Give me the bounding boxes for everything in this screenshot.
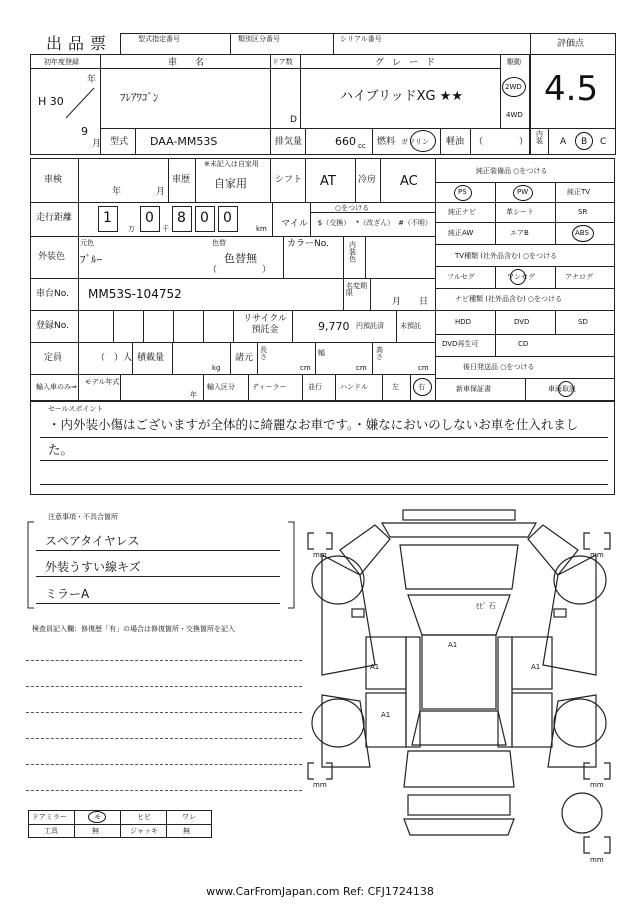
drive-selected-circle — [502, 77, 526, 97]
mark-a1-roof: A1 — [448, 641, 458, 649]
after-manual: 車両取説 — [548, 385, 576, 393]
odo-note: ○をつける — [335, 204, 370, 212]
fuel-value: ガソリン — [401, 138, 429, 146]
import-label: 輸入車のみ⇒ — [36, 383, 77, 391]
month-suffix: 月 — [92, 139, 102, 149]
model-label: 型式 — [110, 137, 129, 147]
cc-unit: cc — [358, 142, 366, 150]
mm-front-right: mm — [590, 551, 604, 559]
equip-abs: ABS — [575, 229, 589, 237]
type-designation-label: 型式指定番号 — [138, 35, 180, 43]
equip-pw-circle — [513, 185, 533, 201]
door-mirror-hibi: ヒビ — [137, 813, 151, 821]
mileage-digit-5: 0 — [223, 210, 232, 226]
mileage-unit-km: km — [256, 225, 267, 233]
first-reg-label: 初年度登録 — [44, 58, 79, 66]
inspection-year-unit: 年 — [112, 187, 122, 197]
nav-sd: SD — [578, 318, 588, 326]
nav-dvd-play: DVD再生可 — [442, 340, 479, 348]
equip-navi: 純正ナビ — [448, 208, 476, 216]
mile-label: マイル — [281, 219, 308, 229]
width-label: 幅 — [318, 349, 325, 357]
displacement-label: 排気量 — [275, 137, 303, 147]
door-mirror-label: ドアミラー — [32, 813, 67, 821]
chassis-value: MM53S-104752 — [88, 287, 182, 301]
height-cm: cm — [418, 364, 429, 372]
sales-line-2: た。 — [48, 442, 74, 457]
nav-hdd: HDD — [455, 318, 472, 326]
inspection-label: 車検 — [44, 175, 63, 185]
nav-cd: CD — [518, 340, 529, 348]
chassis-label: 車台No. — [36, 289, 69, 299]
after-warranty: 新車保証書 — [456, 385, 491, 393]
drive-label: 駆動 — [507, 58, 521, 66]
equip-tv: 純正TV — [567, 188, 591, 196]
handle-label: ハンドル — [340, 383, 368, 391]
capacity-unit: （ ）人 — [96, 353, 133, 363]
equip-ps-circle — [454, 185, 472, 201]
import-parallel: 並行 — [308, 383, 322, 391]
cooler-value: AC — [400, 174, 418, 189]
equip-pw: PW — [517, 188, 529, 196]
import-type-label: 輸入区分 — [207, 383, 235, 391]
load-unit: kg — [212, 364, 221, 372]
inspection-month-unit: 月 — [156, 187, 166, 197]
note-line-3: ミラーA — [45, 587, 90, 601]
drive-4wd: 4WD — [506, 111, 523, 119]
grade-value: ハイブリッドXG ★★ — [340, 89, 463, 104]
score-label: 評価点 — [557, 39, 585, 49]
equip-airbag: エアB — [510, 229, 529, 237]
grade-label: グレード — [375, 58, 444, 68]
length-cm: cm — [300, 364, 311, 372]
handle-selected-circle — [413, 378, 432, 396]
odo-unknown: #（不明） — [398, 219, 432, 227]
shift-value: AT — [320, 174, 336, 189]
model-value: DAA-MM53S — [150, 135, 218, 148]
jack-value: 無 — [183, 827, 190, 835]
fuel-selected-circle — [410, 130, 436, 152]
equip-abs-circle — [572, 225, 594, 242]
dims-label: 諸元 — [235, 353, 254, 363]
mirror-circle — [88, 811, 106, 823]
diesel-paren: （ ） — [474, 137, 529, 147]
color-label: 外装色 — [38, 252, 66, 262]
width-cm: cm — [356, 364, 367, 372]
door-mirror-mo: モ — [94, 813, 101, 821]
equip-aw: 純正AW — [448, 229, 474, 237]
length-label: 長さ — [260, 346, 267, 361]
first-reg-era: H 30 — [38, 95, 64, 108]
diesel-label: 軽油 — [446, 137, 465, 147]
tools-label: 工具 — [44, 827, 58, 835]
tv-title: TV種類 (社外品含む) ○をつける — [455, 252, 558, 260]
mileage-digit-4: 0 — [200, 210, 209, 226]
mileage-digit-1: 1 — [103, 210, 112, 226]
load-label: 積載量 — [137, 353, 165, 363]
height-label: 高さ — [376, 346, 383, 361]
recycle-unpaid: 未預託 — [400, 322, 421, 330]
tv-analog: アナログ — [565, 273, 593, 281]
form-title: 出品票 — [46, 34, 113, 53]
orig-color-value: ﾌﾞﾙｰ — [80, 253, 102, 266]
orig-color-label: 元色 — [80, 239, 94, 247]
first-reg-month: 9 — [81, 125, 88, 138]
color-change-value: 色替無 — [224, 252, 257, 265]
year-suffix: 年 — [87, 75, 97, 85]
mark-windshield: ﾋﾋﾞ 石 — [476, 602, 496, 610]
model-year-label: モデル年式 — [84, 378, 120, 386]
interior-color-label: 内装色 — [349, 241, 356, 263]
door-mirror-ware: ワレ — [182, 813, 196, 821]
mileage-unit-sen: 千 — [162, 225, 169, 233]
interior-c: C — [600, 137, 607, 147]
shaken-month-day: 月 日 — [392, 297, 429, 307]
mileage-digit-2: 0 — [145, 210, 154, 226]
reg-label: 登録No. — [36, 321, 69, 331]
handle-right: 右 — [418, 383, 425, 391]
equip-ps: PS — [458, 188, 467, 196]
capacity-label: 定員 — [44, 353, 63, 363]
displacement-value: 660 — [335, 135, 356, 148]
import-dealer: ディーラー — [252, 383, 287, 391]
tv-oneseg: ワンセグ — [507, 273, 535, 281]
after-title: 後日発送品 ○をつける — [463, 363, 535, 371]
equip-leather: 革シート — [506, 208, 534, 216]
mileage-digit-3: 8 — [177, 210, 186, 226]
notes-label: 注意事項・不具合箇所 — [48, 513, 118, 521]
diagonal-divider — [64, 86, 96, 120]
mm-spare: mm — [590, 856, 604, 864]
footer-ref: www.CarFromJapan.com Ref: CFJ1724138 — [206, 885, 434, 898]
mark-a1-left: A1 — [370, 663, 380, 671]
doors-value: D — [290, 115, 297, 125]
category-label: 類別区分番号 — [238, 35, 280, 43]
drive-2wd: 2WD — [505, 83, 522, 91]
handle-left: 左 — [392, 383, 399, 391]
inspector-label: 検査員記入欄：修復歴「有」の場合は修復箇所・交換箇所を記入 — [32, 625, 235, 633]
cooler-label: 冷房 — [358, 175, 377, 185]
note-line-1: スペアタイヤレス — [45, 534, 140, 548]
doors-label: ドア数 — [272, 58, 293, 66]
odo-exchange: $（交換） — [317, 219, 351, 227]
jack-label: ジャッキ — [130, 827, 158, 835]
color-paren: （ ） — [208, 265, 272, 275]
interior-label: 内装 — [536, 130, 543, 145]
mark-a1-right: A1 — [531, 663, 541, 671]
interior-a: A — [560, 137, 567, 147]
equip-sr: SR — [578, 208, 588, 216]
odo-tampered: *（改ざん） — [355, 219, 395, 227]
mileage-unit-man: 万 — [128, 225, 135, 233]
fuel-label: 燃料 — [377, 137, 396, 147]
mm-rear-left: mm — [313, 781, 327, 789]
car-name: ﾌﾚｱﾜｺﾞﾝ — [120, 91, 159, 104]
nav-dvd: DVD — [514, 318, 530, 326]
tv-fullseg: フルセグ — [447, 273, 475, 281]
mm-rear-right: mm — [590, 781, 604, 789]
tools-value: 無 — [92, 827, 99, 835]
recycle-unit: 円預託済 — [356, 322, 384, 330]
sales-point-box — [30, 401, 615, 495]
after-manual-circle — [558, 381, 574, 397]
recycle-label: リサイクル預託金 — [243, 314, 287, 335]
tv-oneseg-circle — [510, 269, 526, 285]
serial-label: シリアル番号 — [340, 35, 382, 43]
score-value: 4.5 — [544, 69, 599, 109]
color-no-label: カラーNo. — [287, 239, 329, 249]
history-label: 車歴 — [172, 175, 191, 185]
nav-title: ナビ種類 (社外品含む) ○をつける — [455, 295, 563, 303]
interior-selected-circle — [575, 132, 593, 150]
shift-label: シフト — [275, 175, 303, 185]
history-note: ※未記入は自家用 — [204, 160, 259, 168]
sales-line-1: ・内外装小傷はございますが全体的に綺麗なお車です。・嫌なにおいのしないお車を仕入れまし — [48, 417, 579, 432]
recycle-value: 9,770 — [318, 320, 350, 333]
car-name-label: 車名 — [168, 58, 223, 68]
interior-b: B — [581, 137, 588, 147]
color-change-label: 色替 — [212, 239, 226, 247]
history-value: 自家用 — [214, 177, 247, 190]
sales-label: セールスポイント — [48, 405, 104, 413]
mileage-label: 走行距離 — [36, 213, 73, 223]
shaken-label: 名変期限 — [346, 282, 367, 297]
mm-front-left: mm — [313, 551, 327, 559]
equipment-title: 純正装備品 ○をつける — [476, 167, 548, 175]
note-line-2: 外装うすい線キズ — [45, 560, 141, 574]
car-diagram — [300, 505, 630, 870]
mark-a1-rear: A1 — [381, 711, 391, 719]
import-year-label: 年 — [190, 391, 197, 399]
